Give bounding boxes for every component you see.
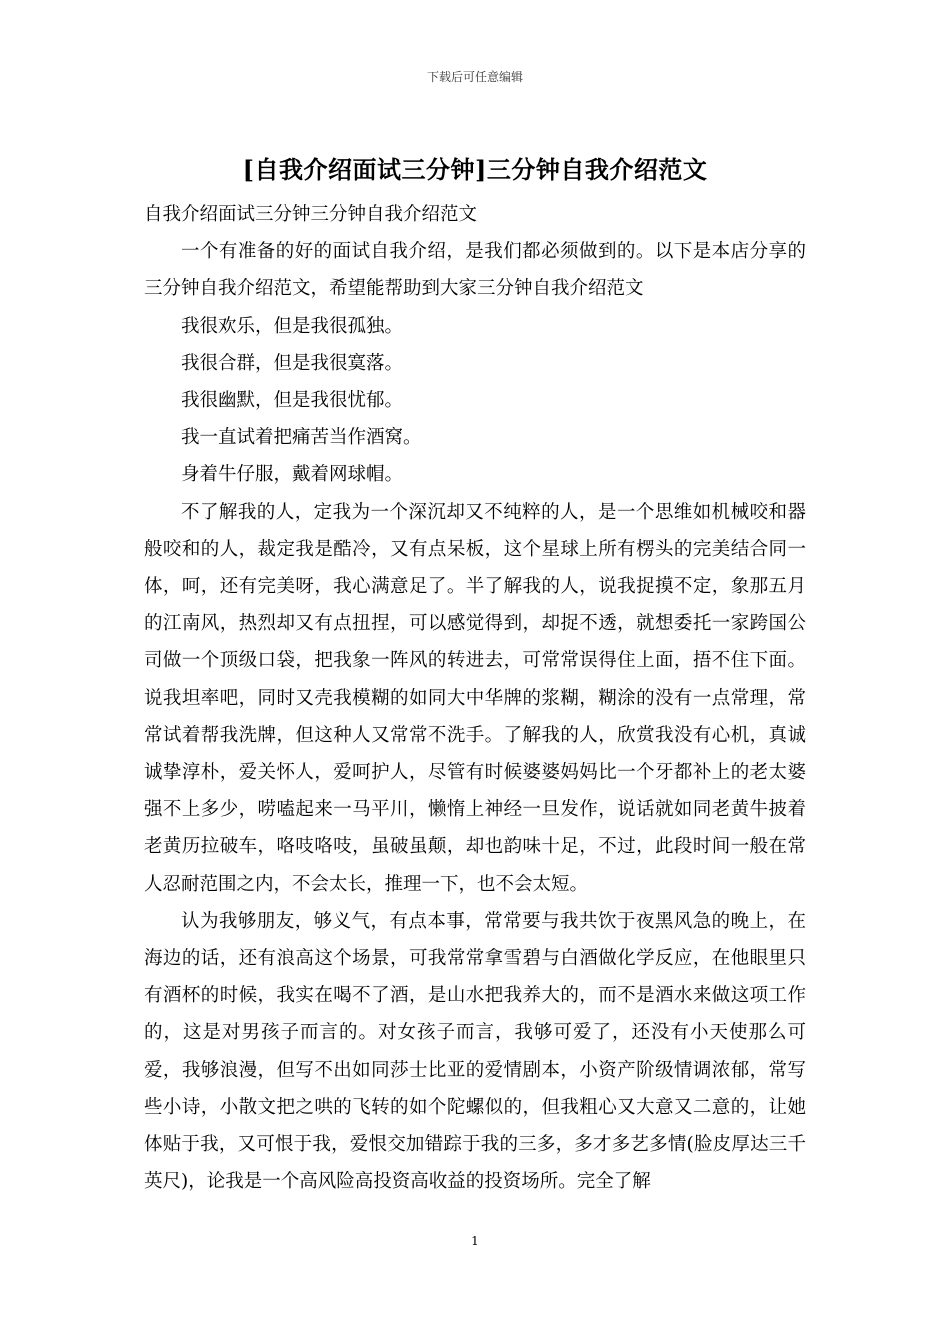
paragraph-line: 我很幽默，但是我很忧郁。 — [181, 390, 404, 412]
document-subtitle: 自我介绍面试三分钟三分钟自我介绍范文 — [144, 204, 478, 225]
document-body — [144, 196, 806, 1200]
paragraph-intro: 一个有准备的好的面试自我介绍，是我们都必须做到的。以下是本店分享的三分钟自我介绍范文，希望能帮助到大家三分钟自我介绍范文 — [144, 241, 806, 300]
page-number: 1 — [471, 1234, 479, 1248]
paragraph-line: 身着牛仔服，戴着网球帽。 — [181, 464, 404, 486]
paragraph-body: 不了解我的人，定我为一个深沉却又不纯粹的人，是一个思维如机械咬和器般咬和的人，裁定我是酷冷，又有点呆板，这个星球上所有楞头的完美结合同一体，呵，还有完美呀，我心满意足了。半了解我的人，说我捉摸不定，象那五月的江南风，热烈却又有点扭捏，可以感觉得到，却捉不透，就想委托一家跨国公司做一个顶级口袋，把我象一阵风的转进去，可常常误得住上面，捂不住下面。说我坦率吧，同时又壳我模糊的如同大中华牌的浆糊，糊涂的没有一点常理，常常试着帮我洗牌，但这种人又常常不洗手。了解我的人，欣赏我没有心机，真诚诚挚淳朴，爱关怀人，爱呵护人，尽管有时候婆婆妈妈比一个牙都补上的老太婆强不上多少，唠嗑起来一马平川，懒惰上神经一旦发作，说话就如同老黄牛披着老黄历拉破车，咯吱咯吱，虽破虽颠，却也韵味十足，不过，此段时间一般在常人忍耐范围之内，不会太长，推理一下，也不会太短。 — [144, 501, 806, 895]
paragraph-line: 我很合群，但是我很寞落。 — [181, 352, 404, 374]
page-header: 下载后可任意编辑 — [426, 70, 523, 84]
document-title: [自我介绍面试三分钟]三分钟自我介绍范文 — [242, 155, 708, 184]
paragraph-line: 我一直试着把痛苦当作酒窝。 — [181, 427, 422, 449]
paragraph-line: 我很欢乐，但是我很孤独。 — [181, 315, 404, 337]
paragraph-body: 认为我够朋友，够义气，有点本事，常常要与我共饮于夜黑风急的晚上，在海边的话，还有浪高这个场景，可我常常拿雪碧与白酒做化学反应，在他眼里只有酒杯的时候，我实在喝不了酒，是山水把我养大的，而不是酒水来做这项工作的，这是对男孩子而言的。对女孩子而言，我够可爱了，还没有小天使那么可爱，我够浪漫，但写不出如同莎士比亚的爱情剧本，小资产阶级情调浓郁，常写些小诗，小散文把之哄的飞转的如个陀螺似的，但我粗心又大意又二意的，让她体贴于我，又可恨于我，爱恨交加错踪于我的三多，多才多艺多情(脸皮厚达三千英尺)，论我是一个高风险高投资高收益的投资场所。完全了解 — [144, 910, 806, 1193]
